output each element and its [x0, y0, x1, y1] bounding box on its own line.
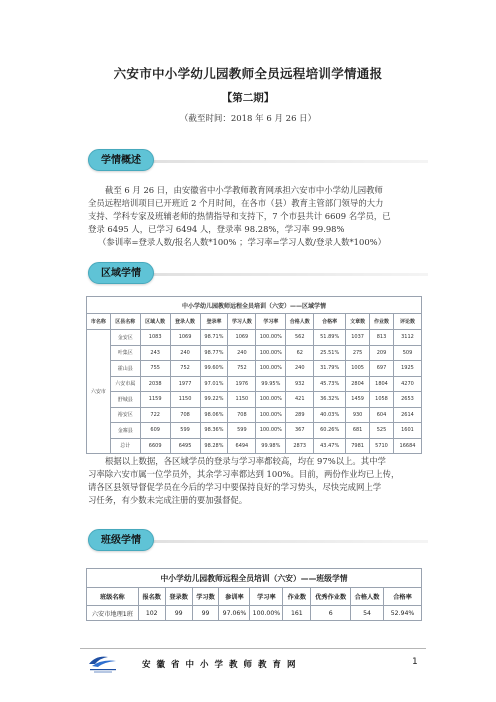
- column-header: 区县名称: [110, 314, 140, 330]
- table-cell: 708: [170, 407, 200, 423]
- table-cell: 100.00%: [256, 392, 286, 408]
- table-row: [87, 423, 422, 439]
- table-cell: 243: [140, 345, 170, 361]
- column-header: 合格率: [383, 588, 421, 606]
- column-header: 合格人数: [286, 314, 314, 330]
- column-header: 报名数: [138, 588, 165, 606]
- district-cell: 金寨县: [110, 423, 140, 439]
- table-row: [87, 345, 422, 361]
- table-cell: 51.89%: [314, 330, 346, 346]
- section-header-class: [88, 529, 428, 551]
- table-cell: 562: [286, 330, 314, 346]
- section-title: 区域学情: [101, 268, 141, 279]
- table-cell: 100.00%: [256, 423, 286, 439]
- table-cell: 6495: [170, 438, 200, 454]
- table-cell: 3112: [393, 330, 421, 346]
- ahjs-logo-icon: [86, 652, 120, 674]
- table-cell: 209: [370, 345, 394, 361]
- class-table: [86, 568, 422, 621]
- column-header: 作业数: [370, 314, 394, 330]
- table-cell: 60.26%: [314, 423, 346, 439]
- table-cell: 2804: [346, 376, 370, 392]
- section-badge: [88, 529, 154, 551]
- table-cell: 100.00%: [256, 361, 286, 377]
- table-cell: 45.73%: [314, 376, 346, 392]
- column-header: 登录数: [165, 588, 192, 606]
- table-cell: 98.71%: [200, 330, 228, 346]
- class-table-caption: 中小学幼儿园教师远程全员培训（六安）——班级学情: [87, 569, 422, 588]
- section-header-region: [88, 262, 428, 284]
- table-cell: 2653: [393, 392, 421, 408]
- region-table-header: [87, 314, 422, 330]
- table-cell: 97.06%: [219, 606, 250, 621]
- region-table-wrapper: [86, 296, 422, 454]
- paragraph-line: 习率除六安市属一位学员外，其余学习率都达到 100%。目前，两份作业均已上传，: [88, 469, 400, 479]
- table-cell: 62: [286, 345, 314, 361]
- table-cell: 31.79%: [314, 361, 346, 377]
- table-row: [87, 438, 422, 454]
- table-cell: 52.94%: [383, 606, 421, 621]
- district-cell: 叶集区: [110, 345, 140, 361]
- table-cell: 100.00%: [256, 345, 286, 361]
- table-cell: 367: [286, 423, 314, 439]
- table-cell: 7981: [346, 438, 370, 454]
- table-cell: 6494: [228, 438, 256, 454]
- table-row: [87, 330, 422, 346]
- table-cell: 36.32%: [314, 392, 346, 408]
- section-title: 学情概述: [101, 155, 141, 166]
- table-cell: 509: [393, 345, 421, 361]
- table-cell: 99.22%: [200, 392, 228, 408]
- district-cell: 舒城县: [110, 392, 140, 408]
- column-header: 区域人数: [140, 314, 170, 330]
- section-title: 班级学情: [101, 535, 141, 546]
- deadline-note: （截至时间：2018 年 6 月 26 日）: [179, 114, 317, 124]
- table-cell: 1005: [346, 361, 370, 377]
- column-header: 合格人数: [351, 588, 384, 606]
- table-cell: 2038: [140, 376, 170, 392]
- table-cell: 40.03%: [314, 407, 346, 423]
- table-cell: 100.00%: [256, 330, 286, 346]
- table-cell: 1459: [346, 392, 370, 408]
- footer-rule: [80, 648, 426, 649]
- table-cell: 1601: [393, 423, 421, 439]
- paragraph-line: 全员远程培训项目已开班近 2 个月时间，在各市（县）教育主管部门领导的大力: [88, 198, 384, 208]
- column-header: 市名称: [87, 314, 111, 330]
- issue-label: 【第二期】: [221, 92, 275, 104]
- district-cell: 六安市属: [110, 376, 140, 392]
- table-cell: 1159: [140, 392, 170, 408]
- table-cell: 1977: [170, 376, 200, 392]
- column-header: 作业数: [283, 588, 311, 606]
- table-cell: 752: [228, 361, 256, 377]
- column-header: 班级名称: [87, 588, 139, 606]
- table-cell: 16684: [393, 438, 421, 454]
- table-cell: 599: [228, 423, 256, 439]
- table-cell: 1150: [228, 392, 256, 408]
- class-table-wrapper: [86, 568, 422, 621]
- formula-note: （参训率=登录人数/报名人数*100% ；学习率=学习人数/登录人数*100%）: [98, 237, 386, 247]
- column-header: 学习率: [256, 314, 286, 330]
- table-cell: 98.77%: [200, 345, 228, 361]
- table-cell: 2614: [393, 407, 421, 423]
- table-cell: 697: [370, 361, 394, 377]
- table-cell: 99: [165, 606, 192, 621]
- district-cell: 霍山县: [110, 361, 140, 377]
- column-header: 学习人数: [228, 314, 256, 330]
- table-cell: 161: [283, 606, 311, 621]
- table-cell: 1058: [370, 392, 394, 408]
- table-cell: 25.51%: [314, 345, 346, 361]
- column-header: 参训率: [219, 588, 250, 606]
- page-number: 1: [412, 657, 418, 667]
- table-cell: 98.06%: [200, 407, 228, 423]
- table-row: [87, 407, 422, 423]
- table-cell: 100.00%: [256, 407, 286, 423]
- section-header-overview: [88, 149, 428, 171]
- column-header: 评论数: [393, 314, 421, 330]
- region-comment-paragraph: [88, 455, 422, 507]
- table-cell: 6609: [140, 438, 170, 454]
- paragraph-line: 根据以上数据，各区域学员的登录与学习率都较高，均在 97%以上。其中学: [105, 456, 386, 466]
- table-cell: 5710: [370, 438, 394, 454]
- region-table-body: [87, 330, 422, 454]
- table-cell: 1069: [228, 330, 256, 346]
- table-cell: 98.36%: [200, 423, 228, 439]
- class-table-header: [87, 588, 422, 606]
- column-header: 学习率: [250, 588, 283, 606]
- column-header: 登录率: [200, 314, 228, 330]
- district-cell: 总计: [110, 438, 140, 454]
- table-cell: 1069: [170, 330, 200, 346]
- table-cell: 289: [286, 407, 314, 423]
- table-cell: 240: [228, 345, 256, 361]
- table-row: [87, 392, 422, 408]
- table-cell: 240: [170, 345, 200, 361]
- table-cell: 1083: [140, 330, 170, 346]
- paragraph-line: 登录 6495 人，已学习 6494 人，登录率 98.28%，学习率 99.98%: [88, 224, 345, 234]
- class-name-cell: 六安市地理1班: [87, 606, 139, 621]
- table-cell: 54: [351, 606, 384, 621]
- class-table-body: [87, 606, 422, 621]
- table-cell: 1925: [393, 361, 421, 377]
- table-cell: 755: [140, 361, 170, 377]
- paragraph-line: 习任务，有少数未完成注册的要加强督促。: [88, 495, 248, 505]
- table-cell: 100.00%: [250, 606, 283, 621]
- table-cell: 1150: [170, 392, 200, 408]
- table-cell: 1804: [370, 376, 394, 392]
- table-cell: 930: [346, 407, 370, 423]
- table-cell: 6: [311, 606, 351, 621]
- table-cell: 240: [286, 361, 314, 377]
- table-cell: 4270: [393, 376, 421, 392]
- district-cell: 金安区: [110, 330, 140, 346]
- paragraph-line: 请各区县领导督促学员在今后的学习中要保持良好的学习势头，尽快完成网上学: [88, 482, 382, 492]
- column-header: 优秀作业数: [311, 588, 351, 606]
- city-cell: 六安市: [87, 330, 111, 454]
- table-cell: 722: [140, 407, 170, 423]
- table-cell: 681: [346, 423, 370, 439]
- overview-paragraph: [88, 184, 422, 249]
- table-cell: 43.47%: [314, 438, 346, 454]
- table-cell: 98.28%: [200, 438, 228, 454]
- column-header: 合格率: [314, 314, 346, 330]
- column-header: 学习数: [192, 588, 219, 606]
- section-badge: [88, 149, 154, 171]
- table-row: [87, 606, 422, 621]
- document-title: 六安市中小学幼儿园教师全员远程培训学情通报: [113, 66, 383, 81]
- table-cell: 708: [228, 407, 256, 423]
- table-cell: 813: [370, 330, 394, 346]
- table-cell: 99.60%: [200, 361, 228, 377]
- section-badge: [88, 262, 154, 284]
- table-cell: 99: [192, 606, 219, 621]
- table-cell: 275: [346, 345, 370, 361]
- region-table-caption: 中小学幼儿园教师远程全员培训（六安）——区域学情: [87, 297, 422, 314]
- table-cell: 599: [170, 423, 200, 439]
- table-cell: 2873: [286, 438, 314, 454]
- table-cell: 609: [140, 423, 170, 439]
- table-cell: 421: [286, 392, 314, 408]
- table-cell: 97.01%: [200, 376, 228, 392]
- table-cell: 932: [286, 376, 314, 392]
- column-header: 登录人数: [170, 314, 200, 330]
- footer-site-name: 安徽省中小学教师教育网: [142, 660, 302, 670]
- table-cell: 99.98%: [256, 438, 286, 454]
- table-cell: 102: [138, 606, 165, 621]
- paragraph-line: 截至 6 月 26 日，由安徽省中小学教师教育网承担六安市中小学幼儿园教师: [105, 185, 383, 195]
- page-footer: [80, 648, 426, 678]
- table-cell: 1976: [228, 376, 256, 392]
- paragraph-line: 支持、学科专家及班辅老师的热情指导和支持下，7 个市县共计 6609 名学员，已: [88, 211, 391, 221]
- table-row: [87, 361, 422, 377]
- table-cell: 604: [370, 407, 394, 423]
- district-cell: 裕安区: [110, 407, 140, 423]
- table-cell: 752: [170, 361, 200, 377]
- table-cell: 1037: [346, 330, 370, 346]
- table-cell: 525: [370, 423, 394, 439]
- column-header: 文章数: [346, 314, 370, 330]
- table-row: [87, 376, 422, 392]
- table-cell: 99.95%: [256, 376, 286, 392]
- region-table: [86, 296, 422, 454]
